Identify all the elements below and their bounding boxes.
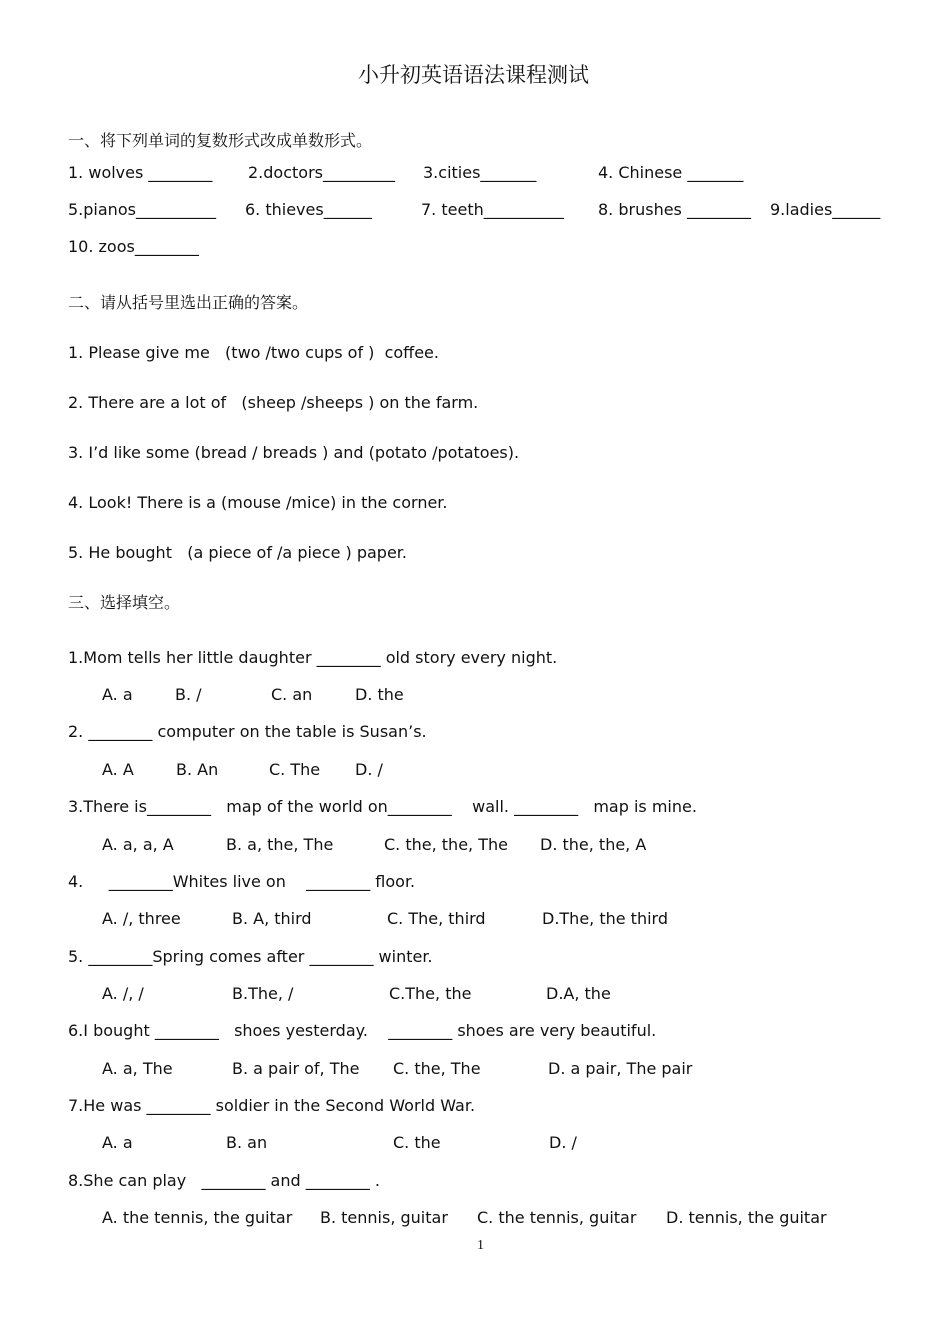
s3-option: A. a, a, A bbox=[102, 835, 174, 854]
s3-question: 4. ________Whites live on ________ floor. bbox=[68, 872, 416, 891]
s3-option: A. the tennis, the guitar bbox=[102, 1208, 293, 1227]
s3-question: 7.He was ________ soldier in the Second World War. bbox=[68, 1096, 476, 1115]
s1-item: 10. zoos________ bbox=[68, 237, 199, 256]
s3-option: A. A bbox=[102, 760, 134, 779]
s3-option: D. the bbox=[355, 685, 404, 704]
s3-option: B. A, third bbox=[232, 909, 312, 928]
s2-item: 2. There are a lot of (sheep /sheeps ) on the farm. bbox=[68, 393, 479, 412]
s1-item: 9.ladies______ bbox=[770, 200, 881, 219]
s3-option: A. a bbox=[102, 1133, 133, 1152]
s1-item: 2.doctors_________ bbox=[248, 163, 395, 182]
s3-option: D. a pair, The pair bbox=[548, 1059, 693, 1078]
s3-option: C.The, the bbox=[389, 984, 472, 1003]
s1-item: 1. wolves ________ bbox=[68, 163, 213, 182]
s1-item: 4. Chinese _______ bbox=[598, 163, 744, 182]
section-3-heading: 三、选择填空。 bbox=[68, 593, 181, 612]
s1-item: 6. thieves______ bbox=[245, 200, 372, 219]
s3-option: B. an bbox=[226, 1133, 268, 1152]
s3-option: C. the bbox=[393, 1133, 441, 1152]
s3-option: A. /, / bbox=[102, 984, 144, 1003]
s2-item: 4. Look! There is a (mouse /mice) in the corner. bbox=[68, 493, 448, 512]
s3-option: B. a, the, The bbox=[226, 835, 334, 854]
s3-question: 3.There is________ map of the world on________ wall. ________ map is mine. bbox=[68, 797, 697, 816]
s3-question: 6.I bought ________ shoes yesterday. ________ shoes are very beautiful. bbox=[68, 1021, 657, 1040]
s3-option: B. a pair of, The bbox=[232, 1059, 360, 1078]
s3-option: A. a bbox=[102, 685, 133, 704]
s3-option: B.The, / bbox=[232, 984, 294, 1003]
s3-option: C. the, the, The bbox=[384, 835, 508, 854]
s1-item: 3.cities_______ bbox=[423, 163, 537, 182]
s3-option: C. an bbox=[271, 685, 313, 704]
s3-option: A. a, The bbox=[102, 1059, 173, 1078]
section-2-heading: 二、请从括号里选出正确的答案。 bbox=[68, 293, 309, 312]
s3-option: B. tennis, guitar bbox=[320, 1208, 448, 1227]
s2-item: 1. Please give me (two /two cups of ) coffee. bbox=[68, 343, 439, 362]
s1-item: 8. brushes ________ bbox=[598, 200, 751, 219]
s1-item: 5.pianos__________ bbox=[68, 200, 216, 219]
s1-item: 7. teeth__________ bbox=[421, 200, 564, 219]
s3-option: C. the tennis, guitar bbox=[477, 1208, 637, 1227]
s2-item: 3. I’d like some (bread / breads ) and (potato /potatoes). bbox=[68, 443, 520, 462]
s3-option: C. The, third bbox=[387, 909, 486, 928]
s3-option: D. / bbox=[549, 1133, 577, 1152]
s3-option: B. / bbox=[175, 685, 202, 704]
s3-question: 2. ________ computer on the table is Susan’s. bbox=[68, 722, 427, 741]
s3-option: C. the, The bbox=[393, 1059, 481, 1078]
s2-item: 5. He bought (a piece of /a piece ) paper. bbox=[68, 543, 407, 562]
page-number: 1 bbox=[477, 1238, 484, 1253]
s3-option: D. tennis, the guitar bbox=[666, 1208, 827, 1227]
s3-option: C. The bbox=[269, 760, 321, 779]
s3-option: D. / bbox=[355, 760, 383, 779]
s3-option: A. /, three bbox=[102, 909, 181, 928]
s3-option: D.A, the bbox=[546, 984, 611, 1003]
section-1-heading: 一、将下列单词的复数形式改成单数形式。 bbox=[68, 131, 373, 150]
s3-option: D. the, the, A bbox=[540, 835, 647, 854]
s3-question: 1.Mom tells her little daughter ________ old story every night. bbox=[68, 648, 558, 667]
s3-question: 8.She can play ________ and ________ . bbox=[68, 1171, 380, 1190]
page-title: 小升初英语语法课程测试 bbox=[358, 63, 589, 87]
s3-question: 5. ________Spring comes after ________ winter. bbox=[68, 947, 433, 966]
s3-option: D.The, the third bbox=[542, 909, 668, 928]
s3-option: B. An bbox=[176, 760, 219, 779]
